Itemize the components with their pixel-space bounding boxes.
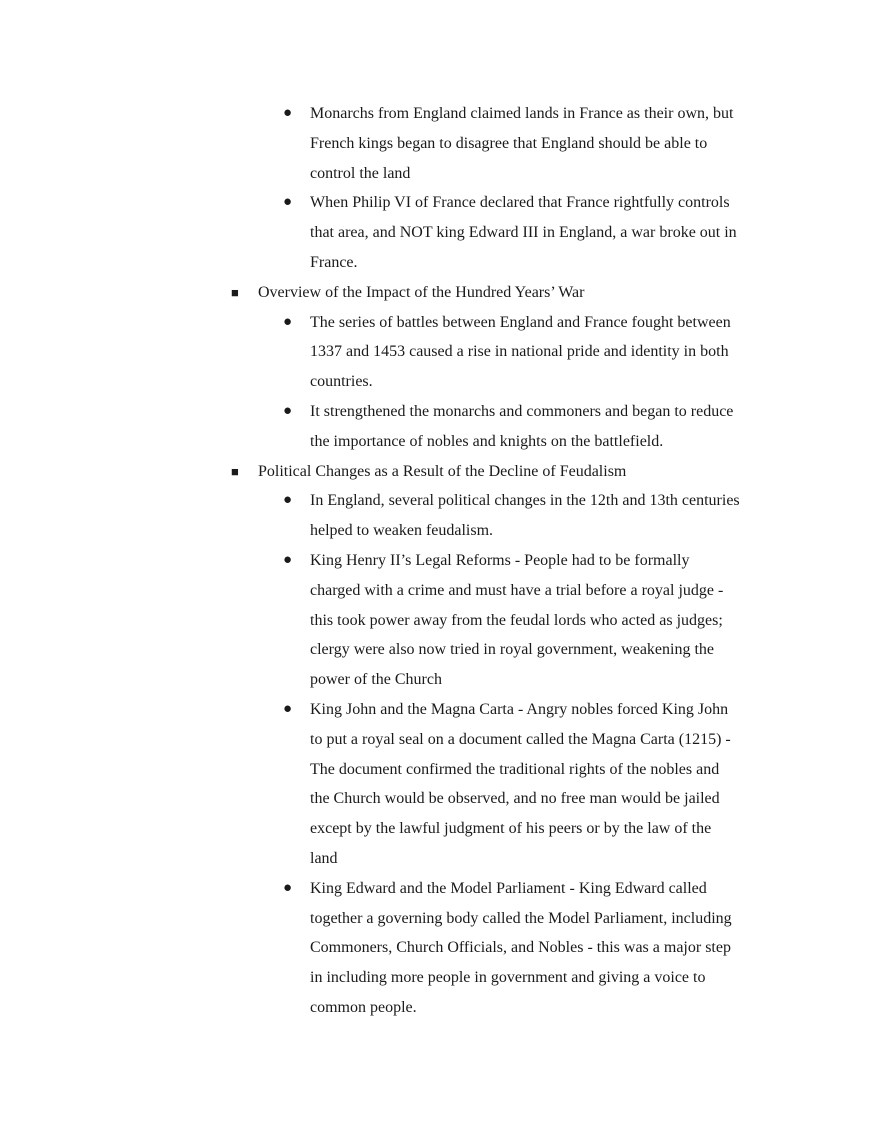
bullet-text-line: The series of battles between England and France fought between xyxy=(310,313,731,331)
bullet-text-line: to put a royal seal on a document called the Magna Carta (1215) - xyxy=(310,730,731,748)
bullet-item xyxy=(0,99,880,188)
bullet-text-line: in including more people in government and giving a voice to xyxy=(310,969,706,987)
bullet-text-line: helped to weaken feudalism. xyxy=(310,522,494,540)
bullet-item xyxy=(0,874,880,1023)
bullet-item xyxy=(0,486,880,546)
bullet-text-line: King Edward and the Model Parliament - King Edward called xyxy=(310,879,707,897)
bullet-text-line: King John and the Magna Carta - Angry nobles forced King John xyxy=(310,700,729,718)
bullet-text-line: this took power away from the feudal lords who acted as judges; xyxy=(310,611,723,629)
bullet-text-line: The document confirmed the traditional rights of the nobles and xyxy=(310,760,720,778)
round-bullet-icon: ● xyxy=(283,402,293,419)
bullet-text-line: It strengthened the monarchs and commoners and began to reduce xyxy=(310,402,734,420)
bullet-item xyxy=(0,308,880,397)
section-heading-text: Political Changes as a Result of the Decline of Feudalism xyxy=(258,462,627,480)
bullet-text-line: France. xyxy=(310,253,358,271)
bullet-text-line: together a governing body called the Model Parliament, including xyxy=(310,909,732,927)
bullet-text-line: land xyxy=(310,849,338,867)
bullet-text-line: the importance of nobles and knights on the battlefield. xyxy=(310,432,664,450)
bullet-text-line: common people. xyxy=(310,998,417,1016)
square-bullet-icon: ■ xyxy=(231,463,239,479)
round-bullet-icon: ● xyxy=(283,194,293,211)
bullet-text-line: clergy were also now tried in royal government, weakening the xyxy=(310,641,715,659)
round-bullet-icon: ● xyxy=(283,551,293,568)
round-bullet-icon: ● xyxy=(283,879,293,896)
round-bullet-icon: ● xyxy=(283,700,293,717)
bullet-text-line: In England, several political changes in the 12th and 13th centuries xyxy=(310,492,740,510)
bullet-text-line: the Church would be observed, and no free man would be jailed xyxy=(310,790,720,808)
bullet-text-line: Commoners, Church Officials, and Nobles - this was a major step xyxy=(310,939,731,957)
bullet-text-line: Monarchs from England claimed lands in France as their own, but xyxy=(310,105,734,122)
section-heading xyxy=(0,457,880,487)
round-bullet-icon: ● xyxy=(283,313,293,330)
round-bullet-icon: ● xyxy=(283,105,293,121)
square-bullet-icon: ■ xyxy=(231,284,239,300)
bullet-item xyxy=(0,546,880,695)
bullet-text-line: French kings began to disagree that England should be able to xyxy=(310,134,708,152)
bullet-text-line: charged with a crime and must have a trial before a royal judge - xyxy=(310,581,724,599)
bullet-text-line: power of the Church xyxy=(310,671,442,689)
bullet-text-line: except by the lawful judgment of his peers or by the law of the xyxy=(310,820,712,838)
round-bullet-icon: ● xyxy=(283,492,293,509)
bullet-text-line: that area, and NOT king Edward III in England, a war broke out in xyxy=(310,224,737,242)
section-heading-text: Overview of the Impact of the Hundred Years’ War xyxy=(258,283,585,301)
bullet-text-line: When Philip VI of France declared that France rightfully controls xyxy=(310,194,730,212)
bullet-text-line: King Henry II’s Legal Reforms - People had to be formally xyxy=(310,551,690,569)
bullet-text-line: countries. xyxy=(310,373,373,391)
bullet-text-line: 1337 and 1453 caused a rise in national pride and identity in both xyxy=(310,343,729,361)
document-page xyxy=(0,99,880,1023)
section-heading xyxy=(0,278,880,308)
bullet-item xyxy=(0,695,880,874)
bullet-item xyxy=(0,397,880,457)
bullet-text-line: control the land xyxy=(310,164,411,182)
bullet-item xyxy=(0,188,880,277)
